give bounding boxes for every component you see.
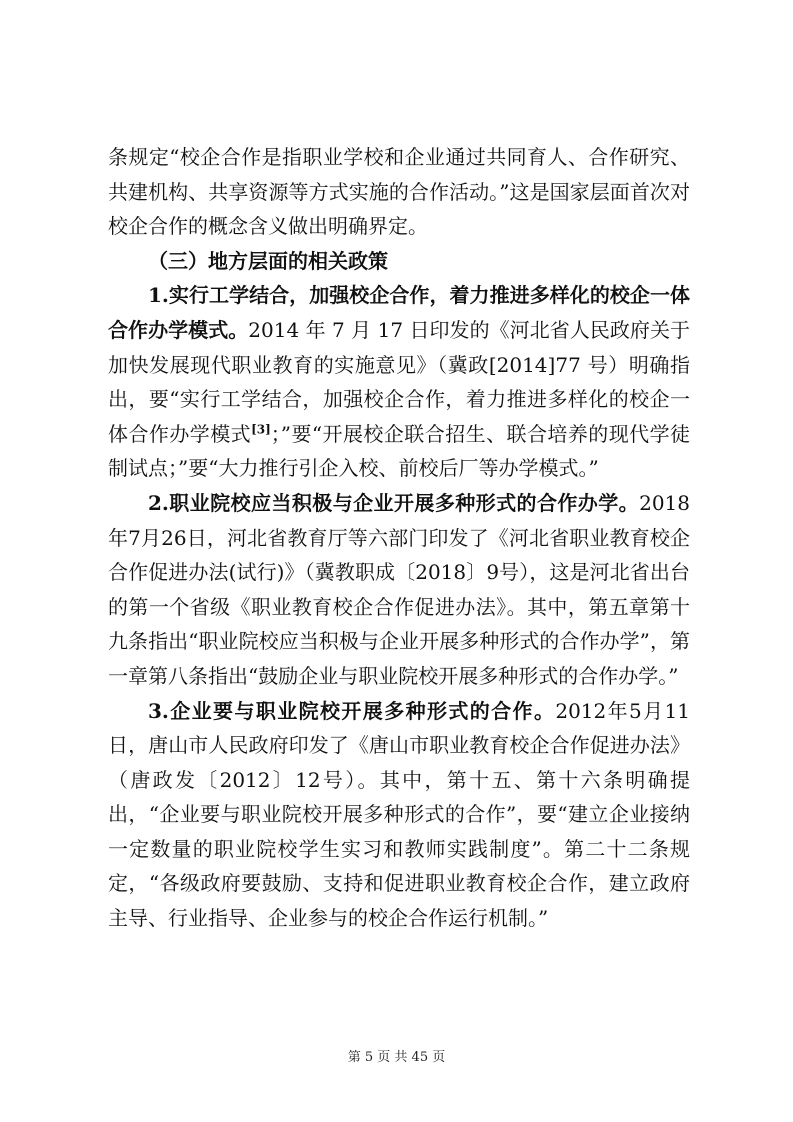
paragraph-policy-2 — [108, 486, 690, 694]
page-footer: 第 5 页 共 45 页 — [347, 1050, 446, 1065]
policy-1-title: 1.实行工学结合，加强校企合作，着力推进多样化的校企一体合作办学模式。 — [108, 283, 690, 342]
paragraph-policy-3 — [108, 694, 690, 936]
policy-2-title: 2.职业院校应当积极与企业开展多种形式的合作办学。 — [148, 490, 640, 515]
policy-1-text-b: ；”要“开展校企联合招生、联合培养的现代学徒制试点；”要“大力推行引企入校、前校后厂等办学模式。” — [108, 421, 691, 481]
body-text — [108, 140, 690, 936]
policy-2-text: 2018年7月26日，河北省教育厅等六部门印发了《河北省职业教育校企合作促进办法(试行)》（冀教职成〔2018〕9号），这是河北省出台的第一个省级《职业教育校企合作促进办法》。其中，第五章第十九条指出“职业院校应当积极与企业开展多种形式的合作办学”，第一章第八条指出“鼓励企业与职业院校开展多种形式的合作办学。” — [108, 490, 690, 688]
policy-3-text: 2012年5月11日，唐山市人民政府印发了《唐山市职业教育校企合作促进办法》（唐政发〔2012〕12号）。其中，第十五、第十六条明确提出，“企业要与职业院校开展多种形式的合作”，要“建立企业接纳一定数量的职业院校学生实习和教师实践制度”。第二十二条规定，“各级政府要鼓励、支持和促进职业教育校企合作，建立政府主导、行业指导、企业参与的校企合作运行机制。” — [108, 698, 690, 931]
policy-1-text-a: 2014 年 7 月 17 日印发的《河北省人民政府关于加快发展现代职业教育的实施意见》（冀政[2014]77 号）明确指出，要“实行工学结合，加强校企合作，着力推进多样化的校企一体合作办学模式 — [108, 317, 691, 446]
reference-marker: [3] — [251, 422, 271, 437]
paragraph-intro: 条规定“校企合作是指职业学校和企业通过共同育人、合作研究、共建机构、共享资源等方式实施的合作活动。”这是国家层面首次对校企合作的概念含义做出明确界定。 — [108, 145, 690, 239]
section-heading: （三）地方层面的相关政策 — [148, 248, 388, 273]
policy-3-title: 3.企业要与职业院校开展多种形式的合作。 — [148, 698, 556, 723]
paragraph-policy-1 — [108, 278, 690, 486]
